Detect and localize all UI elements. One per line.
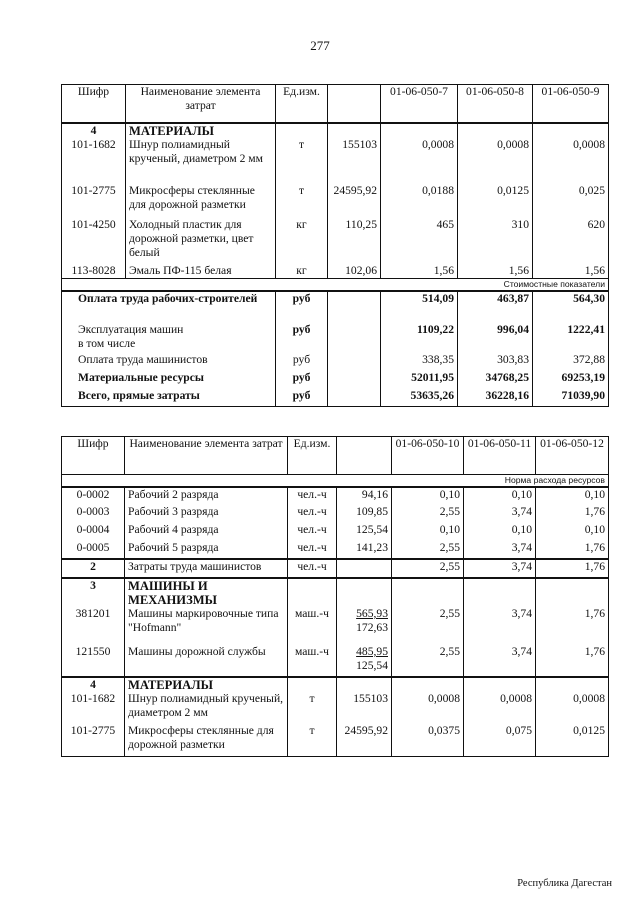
row-code: 101-2775: [62, 184, 126, 218]
row-code: 0-0005: [62, 541, 125, 559]
row-name: Холодный пластик для дорожной разметки, цвет белый: [126, 218, 276, 264]
row-value-1: 0,10: [392, 523, 464, 541]
row-value-3: 1,76: [536, 505, 609, 523]
total-unit: руб: [276, 353, 328, 371]
row-price: 102,06: [328, 264, 381, 279]
row-code: 2: [62, 559, 125, 578]
header-code: Шифр: [62, 85, 126, 123]
row-code: 0-0004: [62, 523, 125, 541]
row-value-2: 0,10: [464, 487, 536, 505]
header-col3: 01-06-050-9: [533, 85, 609, 123]
subheader-label: Норма расхода ресурсов: [62, 475, 609, 488]
total-value-3: 71039,90: [533, 389, 609, 407]
row-value-1: 465: [381, 218, 458, 264]
row-unit: т: [276, 184, 328, 218]
row-value-1: 2,55: [392, 645, 464, 677]
table-row: [62, 184, 609, 218]
row-unit: кг: [276, 264, 328, 279]
footer-text: Республика Дагестан: [517, 878, 612, 889]
total-value-3: 69253,19: [533, 371, 609, 389]
row-price: 109,85: [337, 505, 392, 523]
total-value-2: 996,04: [458, 323, 533, 353]
row-code: 113-8028: [62, 264, 126, 279]
row-value-2: 0,0008: [458, 138, 533, 184]
resource-table-2: [61, 436, 609, 757]
header-price: [337, 437, 392, 475]
row-code: 101-2775: [62, 724, 125, 756]
header-name: Наименование элемента затрат: [125, 437, 288, 475]
row-value-1: 1,56: [381, 264, 458, 279]
row-price: 24595,92: [337, 724, 392, 756]
section-row: [62, 578, 609, 607]
row-value-2: 3,74: [464, 541, 536, 559]
row-unit: чел.-ч: [288, 487, 337, 505]
header-name: Наименование элемента затрат: [126, 85, 276, 123]
total-name: [62, 323, 276, 353]
total-unit: руб: [276, 323, 328, 353]
row-name: Эмаль ПФ-115 белая: [126, 264, 276, 279]
total-value-2: 463,87: [458, 291, 533, 323]
row-code: 0-0003: [62, 505, 125, 523]
row-value-2: 0,10: [464, 523, 536, 541]
row-name: Машины маркировочные типа "Hofmann": [125, 607, 288, 645]
table-row: [62, 607, 609, 645]
header-unit: Ед.изм.: [288, 437, 337, 475]
row-code: 121550: [62, 645, 125, 677]
total-name: Материальные ресурсы: [62, 371, 276, 389]
total-value-2: 36228,16: [458, 389, 533, 407]
row-value-2: 1,56: [458, 264, 533, 279]
total-value-2: 34768,25: [458, 371, 533, 389]
total-value-1: 1109,22: [381, 323, 458, 353]
total-value-3: 1222,41: [533, 323, 609, 353]
subheader-row: [62, 475, 609, 488]
row-code: 101-4250: [62, 218, 126, 264]
row-unit: т: [288, 724, 337, 756]
total-value-3: 372,88: [533, 353, 609, 371]
section-row: [62, 677, 609, 692]
row-value-3: 620: [533, 218, 609, 264]
row-value-1: 0,10: [392, 487, 464, 505]
header-col2: 01-06-050-8: [458, 85, 533, 123]
total-value-1: 53635,26: [381, 389, 458, 407]
section-title: МАТЕРИАЛЫ: [126, 123, 276, 138]
total-value-1: 514,09: [381, 291, 458, 323]
price-wages: 172,63: [356, 621, 388, 634]
row-name: Микросферы стеклянные для дорожной разметки: [126, 184, 276, 218]
total-name-text: Эксплуатация машин: [78, 322, 184, 336]
total-value-1: 338,35: [381, 353, 458, 371]
row-value-1: 2,55: [392, 541, 464, 559]
header-col3: 01-06-050-12: [536, 437, 609, 475]
total-value-3: 564,30: [533, 291, 609, 323]
total-row: [62, 389, 609, 407]
row-value-2: 3,74: [464, 505, 536, 523]
row-value-1: 0,0008: [392, 692, 464, 724]
table-header: [62, 437, 609, 475]
row-unit: кг: [276, 218, 328, 264]
row-value-2: 3,74: [464, 645, 536, 677]
table-row: [62, 645, 609, 677]
total-unit: руб: [276, 389, 328, 407]
row-price: [337, 607, 392, 645]
total-unit: руб: [276, 371, 328, 389]
section-number: 3: [62, 578, 125, 607]
row-unit: маш.-ч: [288, 607, 337, 645]
row-name: Рабочий 5 разряда: [125, 541, 288, 559]
row-value-2: 310: [458, 218, 533, 264]
table-header: [62, 85, 609, 123]
row-value-3: 0,10: [536, 487, 609, 505]
row-value-3: 0,10: [536, 523, 609, 541]
operators-row: [62, 559, 609, 578]
table-row: [62, 692, 609, 724]
row-code: 0-0002: [62, 487, 125, 505]
table-row: [62, 505, 609, 523]
row-value-3: 1,76: [536, 559, 609, 578]
row-value-3: 0,0008: [533, 138, 609, 184]
table-row: [62, 724, 609, 756]
total-note: в том числе: [78, 336, 136, 350]
row-name: Микросферы стеклянные для дорожной разметки: [125, 724, 288, 756]
total-value-1: 52011,95: [381, 371, 458, 389]
section-title: МАШИНЫ И МЕХАНИЗМЫ: [125, 578, 288, 607]
row-price: 110,25: [328, 218, 381, 264]
row-price: 125,54: [337, 523, 392, 541]
row-value-3: 0,0008: [536, 692, 609, 724]
row-price: 94,16: [337, 487, 392, 505]
row-name: Шнур полиамидный крученый, диаметром 2 мм: [126, 138, 276, 184]
table-row: [62, 541, 609, 559]
row-value-1: 0,0188: [381, 184, 458, 218]
row-unit: чел.-ч: [288, 505, 337, 523]
row-unit: т: [276, 138, 328, 184]
total-row: [62, 371, 609, 389]
row-price: 155103: [337, 692, 392, 724]
row-name: Машины дорожной службы: [125, 645, 288, 677]
table-row: [62, 218, 609, 264]
row-unit: маш.-ч: [288, 645, 337, 677]
table-row: [62, 523, 609, 541]
row-price: 141,23: [337, 541, 392, 559]
row-value-3: 0,0125: [536, 724, 609, 756]
row-value-1: 0,0008: [381, 138, 458, 184]
total-name: Оплата труда машинистов: [62, 353, 276, 371]
row-code: 381201: [62, 607, 125, 645]
row-unit: чел.-ч: [288, 541, 337, 559]
row-name: Рабочий 2 разряда: [125, 487, 288, 505]
total-row: [62, 291, 609, 323]
header-col2: 01-06-050-11: [464, 437, 536, 475]
row-value-1: 0,0375: [392, 724, 464, 756]
header-col1: 01-06-050-7: [381, 85, 458, 123]
section-title: МАТЕРИАЛЫ: [125, 677, 288, 692]
header-price: [328, 85, 381, 123]
row-price: [337, 645, 392, 677]
row-code: 101-1682: [62, 138, 126, 184]
page-number: 277: [310, 38, 330, 53]
row-value-1: 2,55: [392, 559, 464, 578]
table-row: [62, 138, 609, 184]
row-code: 101-1682: [62, 692, 125, 724]
row-value-2: 0,075: [464, 724, 536, 756]
header-unit: Ед.изм.: [276, 85, 328, 123]
header-col1: 01-06-050-10: [392, 437, 464, 475]
subheader-label: Стоимостные показатели: [62, 278, 609, 291]
price-total: 485,95: [356, 645, 388, 658]
footer-region: [0, 878, 640, 889]
section-number: 4: [62, 677, 125, 692]
row-price: 155103: [328, 138, 381, 184]
row-name: Шнур полиамидный крученый, диаметром 2 мм: [125, 692, 288, 724]
price-total: 565,93: [356, 607, 388, 620]
table-row: [62, 487, 609, 505]
header-code: Шифр: [62, 437, 125, 475]
row-value-3: 0,025: [533, 184, 609, 218]
row-unit: чел.-ч: [288, 559, 337, 578]
row-value-3: 1,56: [533, 264, 609, 279]
total-row: [62, 353, 609, 371]
total-row: [62, 323, 609, 353]
row-value-3: 1,76: [536, 607, 609, 645]
row-value-3: 1,76: [536, 541, 609, 559]
row-value-1: 2,55: [392, 505, 464, 523]
total-name: Оплата труда рабочих-строителей: [62, 291, 276, 323]
row-name: Рабочий 4 разряда: [125, 523, 288, 541]
total-unit: руб: [276, 291, 328, 323]
resource-table-1: [61, 84, 609, 407]
total-name: Всего, прямые затраты: [62, 389, 276, 407]
row-value-2: 0,0125: [458, 184, 533, 218]
row-name: Затраты труда машинистов: [125, 559, 288, 578]
section-row: [62, 123, 609, 138]
row-unit: чел.-ч: [288, 523, 337, 541]
row-price: 24595,92: [328, 184, 381, 218]
row-value-1: 2,55: [392, 607, 464, 645]
row-unit: т: [288, 692, 337, 724]
row-value-3: 1,76: [536, 645, 609, 677]
total-value-2: 303,83: [458, 353, 533, 371]
row-name: Рабочий 3 разряда: [125, 505, 288, 523]
table-row: [62, 264, 609, 279]
section-number: 4: [62, 123, 126, 138]
row-value-2: 0,0008: [464, 692, 536, 724]
row-value-2: 3,74: [464, 559, 536, 578]
row-value-2: 3,74: [464, 607, 536, 645]
price-wages: 125,54: [356, 659, 388, 672]
subheader-row: [62, 278, 609, 291]
